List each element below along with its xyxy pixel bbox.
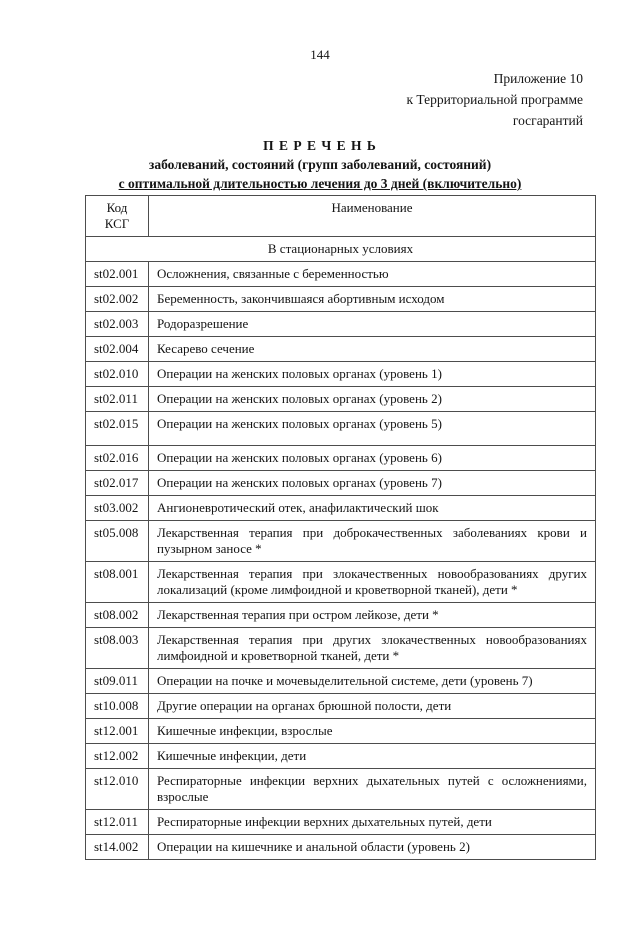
appendix-line: госгарантий [512,113,583,128]
ksg-code-cell: st12.011 [86,810,149,835]
ksg-code-cell: st02.003 [86,312,149,337]
table-row [86,835,596,860]
diagnosis-name-cell: Операции на женских половых органах (уровень 7) [149,471,596,496]
table-row [86,562,596,603]
diagnosis-name-cell: Беременность, закончившаяся абортивным исходом [149,287,596,312]
ksg-code-cell: st12.010 [86,769,149,810]
ksg-code-cell: st02.015 [86,412,149,446]
diagnosis-name-cell: Лекарственная терапия при остром лейкозе, дети * [149,603,596,628]
table-row [86,521,596,562]
table-row [86,446,596,471]
ksg-code-cell: st05.008 [86,521,149,562]
document-title [0,136,640,193]
diagnosis-name-cell: Лекарственная терапия при злокачественных новообразованиях других локализаций (кроме лимфоидной и кроветворной тканей), дети * [149,562,596,603]
table-row [86,387,596,412]
diagnosis-name-cell: Кесарево сечение [149,337,596,362]
ksg-code-cell: st12.001 [86,719,149,744]
ksg-code-cell: st02.004 [86,337,149,362]
table-row [86,669,596,694]
ksg-code-cell: st12.002 [86,744,149,769]
appendix-line: Приложение 10 [493,71,583,86]
ksg-code-cell: st02.010 [86,362,149,387]
table-row [86,412,596,446]
ksg-code-cell: st02.002 [86,287,149,312]
table-header-row [86,196,596,237]
code-column-header: Код КСГ [86,196,149,237]
ksg-code-cell: st10.008 [86,694,149,719]
diagnosis-name-cell: Операции на женских половых органах (уровень 2) [149,387,596,412]
ksg-table [85,195,596,860]
document-page [0,47,640,952]
diagnosis-name-cell: Операции на женских половых органах (уровень 1) [149,362,596,387]
title-word: П Е Р Е Ч Е Н Ь [263,138,377,153]
diagnosis-name-cell: Операции на женских половых органах (уровень 5) [149,412,596,446]
diagnosis-name-cell: Кишечные инфекции, дети [149,744,596,769]
ksg-code-cell: st02.001 [86,262,149,287]
ksg-code-cell: st09.011 [86,669,149,694]
diagnosis-name-cell: Операции на кишечнике и анальной области (уровень 2) [149,835,596,860]
ksg-code-cell: st08.003 [86,628,149,669]
table-row [86,287,596,312]
diagnosis-name-cell: Ангионевротический отек, анафилактический шок [149,496,596,521]
diagnosis-name-cell: Родоразрешение [149,312,596,337]
diagnosis-name-cell: Осложнения, связанные с беременностью [149,262,596,287]
table-row [86,694,596,719]
name-column-header: Наименование [149,196,596,237]
ksg-code-cell: st02.011 [86,387,149,412]
ksg-code-cell: st02.016 [86,446,149,471]
title-subtitle: заболеваний, состояний (групп заболеваний, состояний) [148,157,492,172]
table-row [86,810,596,835]
table-row [86,337,596,362]
diagnosis-name-cell: Лекарственная терапия при доброкачественных заболеваниях крови и пузырном заносе * [149,521,596,562]
diagnosis-name-cell: Другие операции на органах брюшной полости, дети [149,694,596,719]
table-row [86,362,596,387]
table-row [86,719,596,744]
table-row [86,628,596,669]
table-row [86,603,596,628]
table-row [86,496,596,521]
diagnosis-name-cell: Операции на женских половых органах (уровень 6) [149,446,596,471]
ksg-code-cell: st03.002 [86,496,149,521]
title-duration-clause: с оптимальной длительностью лечения до 3 дней (включительно) [118,176,522,191]
diagnosis-name-cell: Кишечные инфекции, взрослые [149,719,596,744]
page-number: 144 [310,47,330,62]
table-row [86,262,596,287]
table-row [86,312,596,337]
ksg-code-cell: st02.017 [86,471,149,496]
diagnosis-name-cell: Респираторные инфекции верхних дыхательных путей, дети [149,810,596,835]
diagnosis-name-cell: Респираторные инфекции верхних дыхательных путей с осложнениями, взрослые [149,769,596,810]
ksg-code-cell: st08.001 [86,562,149,603]
ksg-code-cell: st14.002 [86,835,149,860]
appendix-line: к Территориальной программе [406,92,583,107]
table-row [86,769,596,810]
section-header: В стационарных условиях [86,237,596,262]
table-row [86,744,596,769]
diagnosis-name-cell: Лекарственная терапия при других злокачественных новообразованиях лимфоидной и кроветворной тканей, дети * [149,628,596,669]
appendix-reference [0,68,583,131]
ksg-code-cell: st08.002 [86,603,149,628]
diagnosis-name-cell: Операции на почке и мочевыделительной системе, дети (уровень 7) [149,669,596,694]
table-row [86,471,596,496]
section-header-row [86,237,596,262]
